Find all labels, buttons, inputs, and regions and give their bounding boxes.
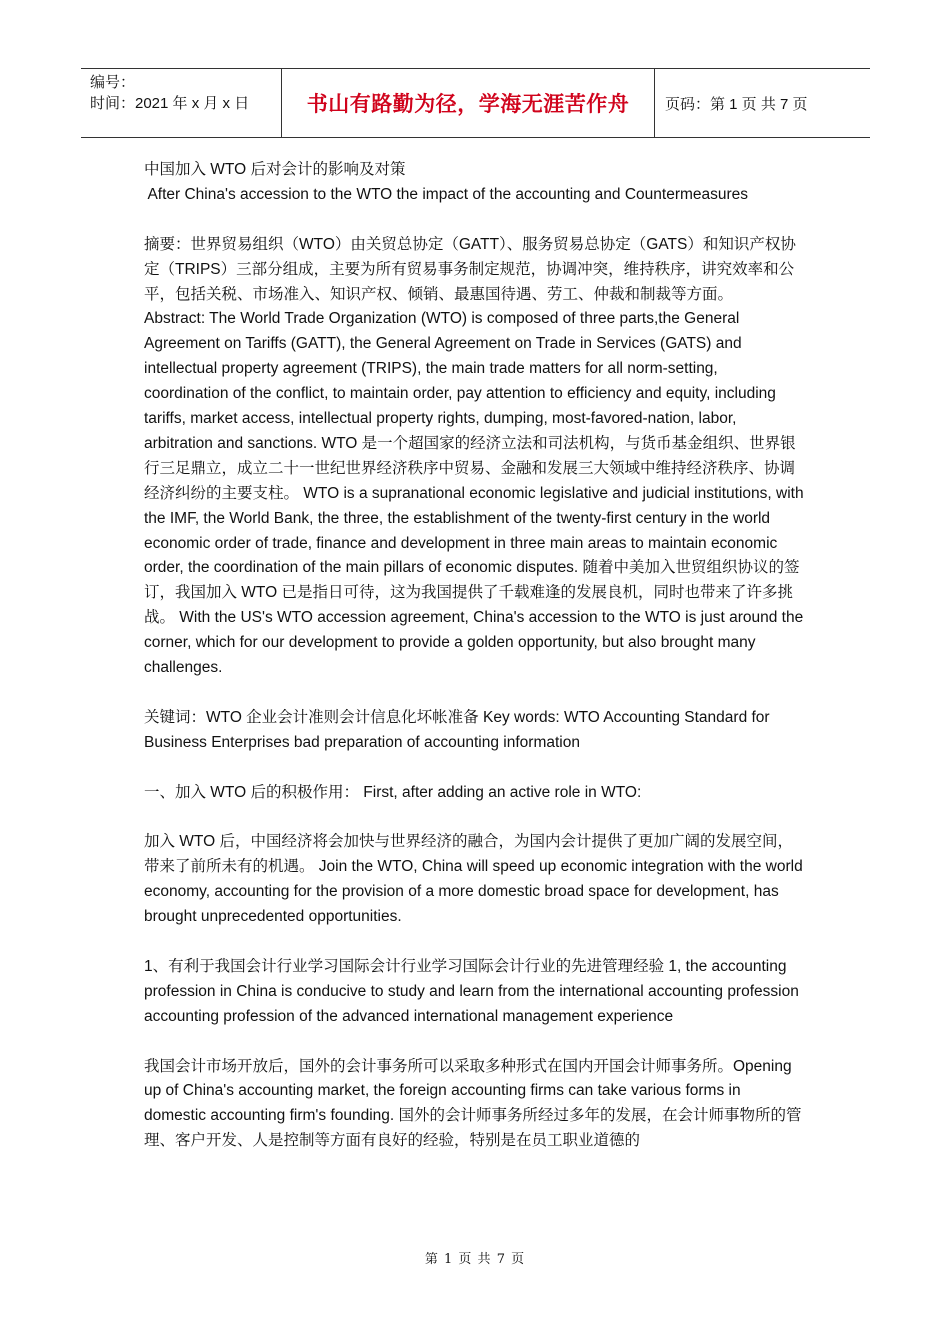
header-motto: 书山有路勤为径，学海无涯苦作舟 [282, 69, 655, 137]
abstract-english: Abstract: The World Trade Organization (WTO) is composed of three parts,the General Agreement on Tariffs (GATT), the General Agreement on Trade in Services (GATS) and intellectual property agreement (TRIPS), the main trade matters for all norm-setting, coordination of the conflict, to maintain order, pay attention to efficiency and equity, including tariffs, market access, intellectual property rights, dumping, most-favored-nation, labor, arbitration and sanctions. WTO 是一个超国家的经济立法和司法机构，与货币基金组织、世界银行三足鼎立，成立二十一世纪世界经济秩序中贸易、金融和发展三大领域中维持经济秩序、协调经济纠纷的主要支柱。 WTO is a supranational economic legislative and judicial institutions, with the IMF, the World Bank, the three, the establishment of the twenty-first century in the world economic order of trade, finance and development in three main areas to maintain economic order, the coordination of the main pillars of economic disputes. 随着中美加入世贸组织协议的签订，我国加入 WTO 已是指日可待，这为我国提供了千载难逢的发展良机，同时也带来了许多挑战。 With the US's WTO accession agreement, China's accession to the WTO is just around the corner, which for our development to provide a golden opportunity, but also brought many challenges. [144, 310, 804, 677]
header-table [81, 68, 870, 138]
header-meta-cell [81, 69, 282, 137]
abstract-chinese: 摘要：世界贸易组织（WTO）由关贸总协定（GATT）、服务贸易总协定（GATS）和知识产权协定（TRIPS）三部分组成，主要为所有贸易事务制定规范，协调冲突，维持秩序，讲究效率和公平，包括关税、市场准入、知识产权、倾销、最惠国待遇、劳工、仲裁和制裁等方面。 [144, 235, 796, 303]
title-english: After China's accession to the WTO the impact of the accounting and Countermeasures [144, 185, 749, 203]
page-footer: 第 1 页 共 7 页 [424, 1252, 526, 1267]
keywords: 关键词：WTO 企业会计准则会计信息化坏帐准备 Key words: WTO Accounting Standard for Business Enterprises bad preparation of accounting information [144, 708, 770, 751]
header-page-info: 页码：第 1 页 共 7 页 [665, 95, 808, 113]
document-number-label: 编号： [90, 74, 136, 91]
document-body [144, 158, 806, 1154]
section-1-paragraph: 加入 WTO 后，中国经济将会加快与世界经济的融合，为国内会计提供了更加广阔的发展空间，带来了前所未有的机遇。 Join the WTO, China will speed up economic integration with the world economy, accounting for the provision of a more domestic broad space for development, has brought unprecedented opportunities. [144, 833, 803, 926]
point-1-paragraph: 我国会计市场开放后，国外的会计事务所可以采取多种形式在国内开国会计师事务所。Opening up of China's accounting market, the foreign accounting firms can take various forms in domestic accounting firm's founding. 国外的会计师事务所经过多年的发展，在会计师事物所的管理、客户开发、人是控制等方面有良好的经验，特别是在员工职业道德的 [144, 1057, 802, 1150]
section-1-heading: 一、加入 WTO 后的积极作用： First, after adding an active role in WTO: [144, 783, 642, 801]
document-time-label: 时间：2021 年 x 月 x 日 [90, 95, 250, 112]
title-chinese: 中国加入 WTO 后对会计的影响及对策 [144, 161, 406, 178]
point-1-heading: 1、有利于我国会计行业学习国际会计行业学习国际会计行业的先进管理经验 1, the accounting profession in China is conducive to study and learn from the international accounting profession accounting profession of the advanced international management experience [144, 957, 799, 1025]
